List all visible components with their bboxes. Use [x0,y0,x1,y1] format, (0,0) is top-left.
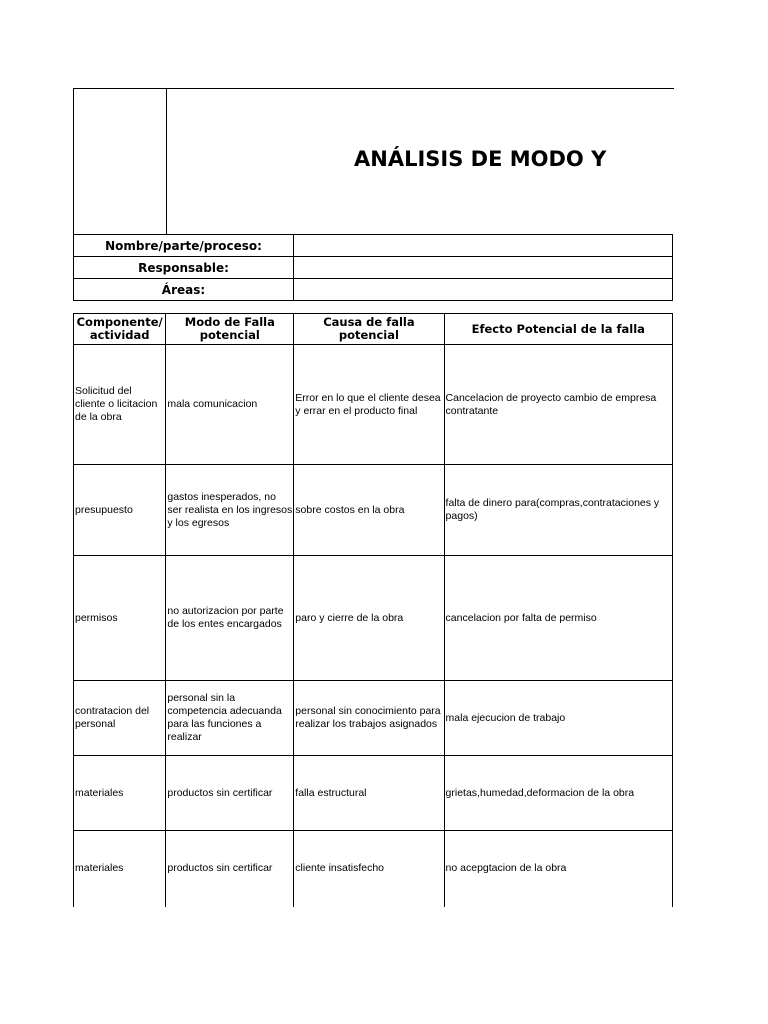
logo-cell [74,89,167,235]
spreadsheet-page [73,88,660,906]
table-row [74,681,673,756]
info-row-responsable [74,257,673,279]
info-row-areas [74,279,673,301]
info-value[interactable] [294,257,673,279]
table-cell[interactable]: mala ejecucion de trabajo [444,681,672,756]
document-title: ANÁLISIS DE MODO Y [354,147,607,171]
table-row [74,465,673,556]
table-row [74,756,673,831]
table-cell[interactable]: mala comunicacion [166,345,294,465]
table-cell[interactable]: falla estructural [294,756,444,831]
table-cell[interactable]: no acepgtacion de la obra [444,831,672,907]
table-cell[interactable]: contratacion del personal [74,681,166,756]
table-cell[interactable]: productos sin certificar [166,756,294,831]
table-cell[interactable]: materiales [74,831,166,907]
info-label: Áreas: [74,279,294,301]
column-header: Modo de Falla potencial [166,314,294,345]
table-cell[interactable]: sobre costos en la obra [294,465,444,556]
table-header-row [74,314,673,345]
table-cell[interactable]: Error en lo que el cliente desea y errar en el producto final [294,345,444,465]
info-table [73,234,673,301]
info-value[interactable] [294,235,673,257]
table-cell[interactable]: cancelacion por falta de permiso [444,556,672,681]
table-row [74,556,673,681]
table-cell[interactable]: personal sin conocimiento para realizar los trabajos asignados [294,681,444,756]
fmea-table [73,313,673,907]
info-label: Nombre/parte/proceso: [74,235,294,257]
table-cell[interactable]: Solicitud del cliente o licitacion de la obra [74,345,166,465]
table-cell[interactable]: materiales [74,756,166,831]
table-row [74,831,673,907]
table-cell[interactable]: cliente insatisfecho [294,831,444,907]
column-header: Causa de falla potencial [294,314,444,345]
table-cell[interactable]: grietas,humedad,deformacion de la obra [444,756,672,831]
header-block [73,88,674,235]
info-row-name [74,235,673,257]
table-cell[interactable]: productos sin certificar [166,831,294,907]
table-cell[interactable]: falta de dinero para(compras,contrataciones y pagos) [444,465,672,556]
column-header: Efecto Potencial de la falla [444,314,672,345]
table-cell[interactable]: Cancelacion de proyecto cambio de empresa contratante [444,345,672,465]
table-cell[interactable]: permisos [74,556,166,681]
table-row [74,345,673,465]
column-header: Componente/ actividad [74,314,166,345]
info-label: Responsable: [74,257,294,279]
info-value[interactable] [294,279,673,301]
table-cell[interactable]: no autorizacion por parte de los entes encargados [166,556,294,681]
table-cell[interactable]: presupuesto [74,465,166,556]
table-cell[interactable]: gastos inesperados, no ser realista en los ingresos y los egresos [166,465,294,556]
table-cell[interactable]: personal sin la competencia adecuanda para las funciones a realizar [166,681,294,756]
table-cell[interactable]: paro y cierre de la obra [294,556,444,681]
